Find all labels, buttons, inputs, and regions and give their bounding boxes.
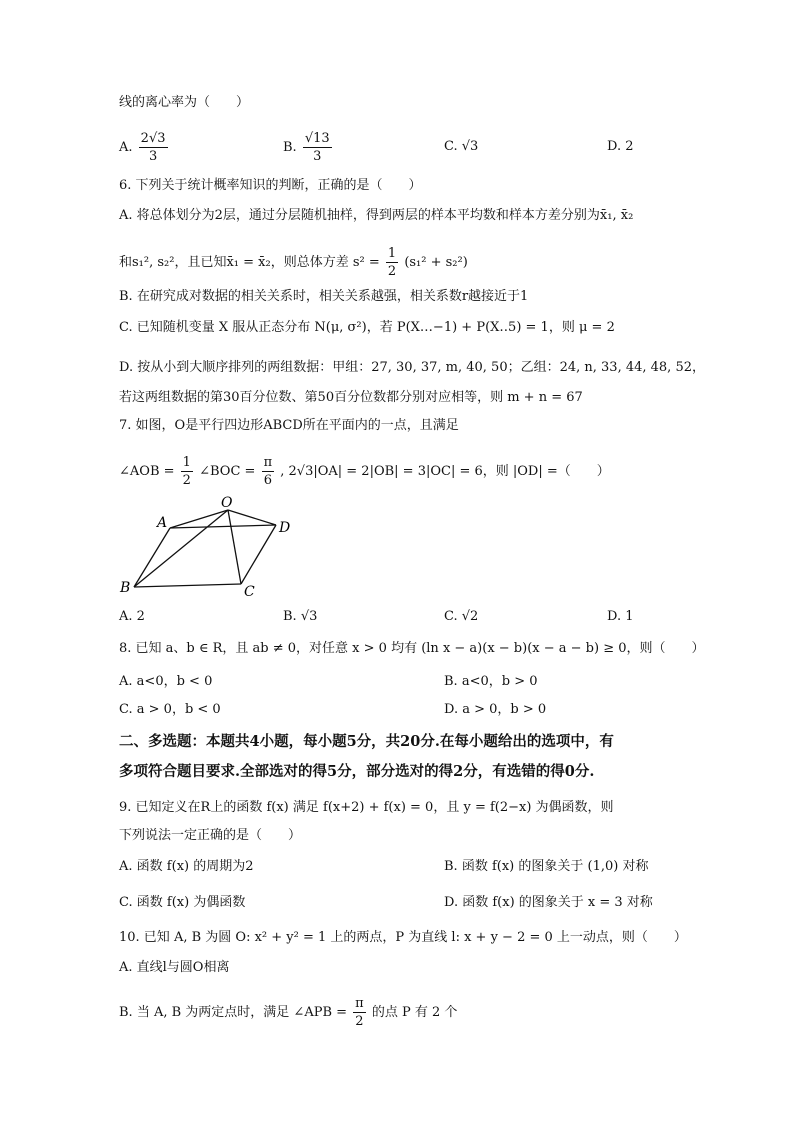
q9-stem-line2: 下列说法一定正确的是（ ）: [119, 828, 302, 843]
label-o: O: [221, 495, 233, 511]
q9-option-a: [119, 857, 254, 877]
section-heading-line2: 多项符合题目要求.全部选对的得5分，部分选对的得2分，有选错的得0分.: [119, 763, 595, 780]
q10-option-b: [119, 995, 457, 1030]
q8-option-c: [119, 700, 221, 720]
label-d: D: [279, 520, 291, 536]
option-label: B.: [444, 859, 458, 874]
fraction-denominator: 3: [148, 149, 158, 164]
option-label: B.: [283, 609, 297, 624]
parallelogram-figure: [110, 492, 310, 602]
q10-stem: 10. 已知 A, B 为圆 O: x² + y² = 1 上的两点，P 为直线 l: x + y − 2 = 0 上一动点，则（ ）: [119, 930, 687, 945]
fraction-denominator: 3: [313, 149, 322, 164]
q7-cond-post: , 2√3|OA| = 2|OB| = 3|OC| = 6，则 |OD| =（ ）: [280, 464, 610, 479]
option-text: √3: [300, 609, 318, 624]
label-c: C: [244, 584, 255, 600]
option-label: B.: [283, 140, 297, 155]
q7-cond-pi-fraction: [262, 454, 275, 489]
option-fraction: [139, 130, 168, 165]
option-text: 2: [136, 609, 145, 624]
option-text: a > 0，b > 0: [462, 702, 547, 717]
q7-option-a: [119, 607, 145, 627]
fraction-numerator: 1: [387, 246, 397, 261]
q9-option-c: [119, 893, 245, 913]
q9-stem-line1: 9. 已知定义在R上的函数 f(x) 满足 f(x+2) + f(x) = 0，且 y = f(2−x) 为偶函数，则: [119, 800, 614, 815]
q5-option-d: [607, 137, 634, 157]
fraction-numerator: 2√3: [140, 131, 166, 146]
fraction-numerator: √13: [304, 131, 330, 146]
q7-condition: [119, 454, 610, 489]
option-label: B.: [444, 674, 458, 689]
q7-stem: 7. 如图，O是平行四边形ABCD所在平面内的一点，且满足: [119, 418, 459, 433]
q6-option-c: C. 已知随机变量 X 服从正态分布 N(μ, σ²)，若 P(X…−1) + P(X‥5) = 1，则 μ = 2: [119, 320, 615, 335]
option-label: D.: [607, 609, 622, 624]
option-label: D.: [444, 895, 459, 910]
option-text: a<0，b > 0: [461, 674, 538, 689]
q9-option-b: [444, 857, 648, 877]
edge-ad: [170, 525, 276, 528]
option-text: a<0，b < 0: [136, 674, 213, 689]
fraction-numerator: π: [355, 996, 364, 1011]
edge-oa: [170, 510, 228, 528]
q6-option-d-line1: D. 按从小到大顺序排列的两组数据：甲组：27, 30, 37, m, 40, 50；乙组：24, n, 33, 44, 48, 52，: [119, 360, 705, 375]
option-text: 函数 f(x) 的图象关于 x = 3 对称: [462, 895, 653, 910]
q7-option-d: [607, 607, 634, 627]
option-label: C.: [119, 895, 133, 910]
fraction-numerator: π: [263, 455, 273, 470]
q7-cond-mid: ∠BOC =: [199, 464, 256, 479]
fraction-denominator: 2: [355, 1014, 364, 1029]
option-text: a > 0，b < 0: [136, 702, 221, 717]
fraction-denominator: 2: [387, 264, 397, 279]
option-label: D.: [444, 702, 459, 717]
option-label: D.: [607, 139, 622, 154]
option-label: C.: [444, 139, 458, 154]
edge-oc: [228, 510, 241, 584]
label-a: A: [157, 515, 168, 531]
option-label: A.: [119, 140, 133, 155]
q6-option-a-line1: A. 将总体划分为2层，通过分层随机抽样，得到两层的样本平均数和样本方差分别为x̄₁, x̄₂: [119, 208, 634, 223]
q6-stem: 6. 下列关于统计概率知识的判断，正确的是（ ）: [119, 178, 422, 193]
edge-ob: [134, 510, 228, 587]
q10-b-post: 的点 P 有 2 个: [371, 1005, 458, 1020]
option-text: 函数 f(x) 的图象关于 (1,0) 对称: [461, 859, 649, 874]
q8-option-a: [119, 672, 212, 692]
q7-cond-fraction: [181, 454, 193, 489]
q8-option-b: [444, 672, 538, 692]
option-text: 1: [625, 609, 634, 624]
q7-cond-pre: ∠AOB =: [119, 464, 175, 479]
option-label: A.: [119, 859, 133, 874]
fraction-numerator: 1: [182, 455, 191, 470]
edge-od: [228, 510, 276, 525]
q10-option-a: A. 直线l与圆O相离: [119, 960, 230, 975]
q5-stem-tail: 线的离心率为（ ）: [119, 95, 250, 110]
q6-option-d-line2: 若这两组数据的第30百分位数、第50百分位数都分别对应相等，则 m + n = 67: [119, 390, 583, 405]
q8-option-d: [444, 700, 546, 720]
q5-option-b: [283, 130, 334, 165]
option-label: A.: [119, 609, 133, 624]
option-text: √2: [461, 609, 479, 624]
q5-option-c: [444, 137, 478, 157]
edge-ba: [134, 528, 170, 587]
q8-stem: 8. 已知 a、b ∈ R，且 ab ≠ 0，对任意 x > 0 均有 (ln x − a)(x − b)(x − a − b) ≥ 0，则（ ）: [119, 641, 705, 656]
q6-a-pre: 和s₁², s₂²，且已知x̄₁ = x̄₂，则总体方差 s² =: [119, 255, 380, 270]
q5-option-a: [119, 130, 170, 165]
q7-option-c: [444, 607, 478, 627]
edge-dc: [241, 525, 276, 584]
fraction-denominator: 6: [263, 473, 272, 488]
q10-b-pre: B. 当 A, B 为两定点时，满足 ∠APB =: [119, 1005, 348, 1020]
option-text: 2: [625, 139, 634, 154]
option-text: 函数 f(x) 为偶函数: [136, 895, 246, 910]
q10-b-fraction: [353, 995, 366, 1030]
option-label: A.: [119, 674, 133, 689]
q6-a-fraction: [386, 245, 398, 280]
q6-option-a-line2: [119, 245, 468, 280]
option-text: 函数 f(x) 的周期为2: [136, 859, 254, 874]
option-label: C.: [444, 609, 458, 624]
section-heading-line1: 二、多选题：本题共4小题，每小题5分，共20分.在每小题给出的选项中，有: [119, 733, 614, 750]
q9-option-d: [444, 893, 653, 913]
option-fraction: [303, 130, 332, 165]
q6-a-post: (s₁² + s₂²): [404, 255, 468, 270]
label-b: B: [120, 580, 131, 596]
option-label: C.: [119, 702, 133, 717]
fraction-denominator: 2: [182, 473, 191, 488]
q7-option-b: [283, 607, 317, 627]
option-text: √3: [461, 139, 479, 154]
edge-cb: [134, 584, 241, 587]
q6-option-b: B. 在研究成对数据的相关关系时，相关关系越强，相关系数r越接近于1: [119, 289, 529, 304]
